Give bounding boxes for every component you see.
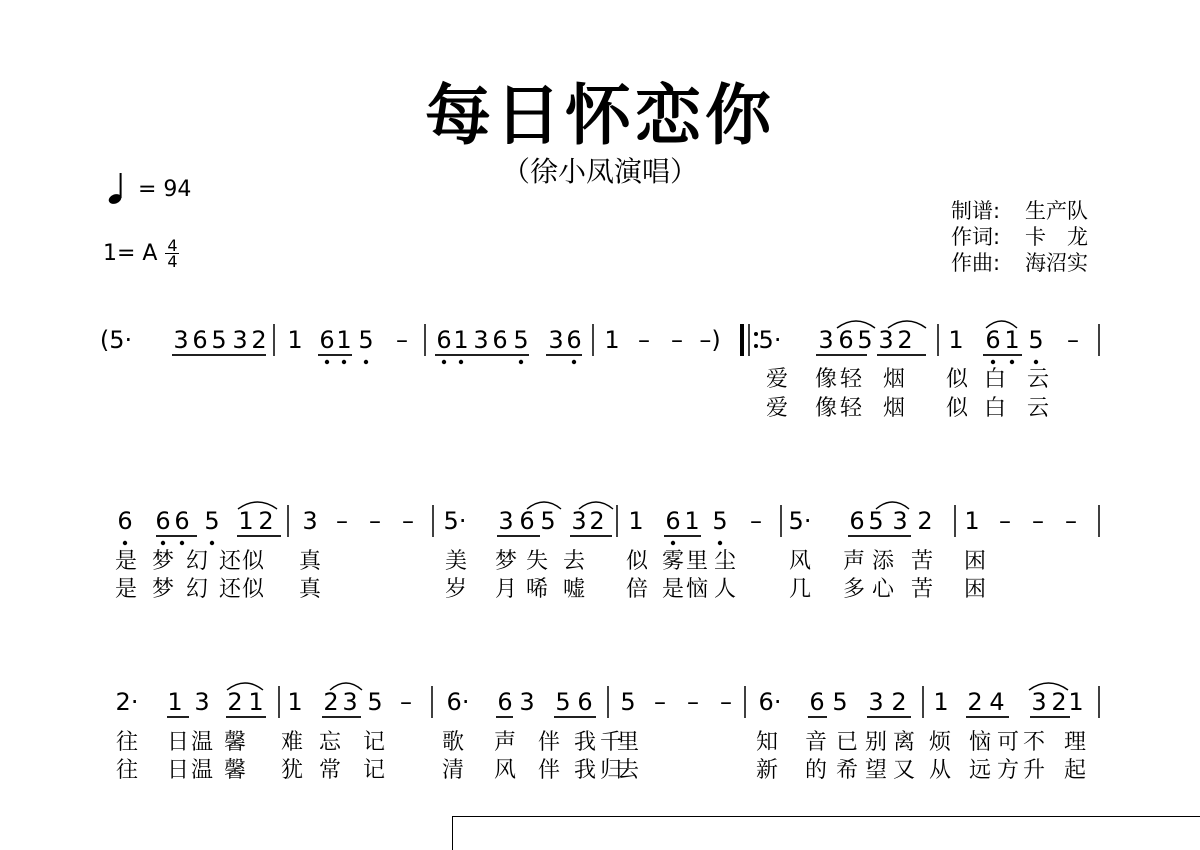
note: –	[369, 507, 381, 535]
note: 1	[628, 507, 644, 535]
note: 1	[604, 326, 620, 354]
octave-dot	[364, 360, 368, 364]
note: –	[396, 326, 408, 354]
lyric-char: 雾	[662, 549, 685, 574]
note: 6	[985, 326, 1001, 354]
lyric-char: 理	[1064, 730, 1087, 755]
lyric-char: 像	[815, 396, 838, 421]
lyric-char: 多	[843, 577, 866, 602]
lyric-char: 白	[984, 367, 1007, 392]
note: 6·	[758, 688, 782, 716]
credit-value: 海沼实	[1025, 251, 1088, 275]
lyric-char: 难	[281, 730, 304, 755]
lyric-char: 似	[946, 396, 969, 421]
lyric-char: 轻	[840, 396, 863, 421]
note: 5	[204, 507, 220, 535]
lyric-char: 真	[299, 577, 322, 602]
note: 5	[513, 326, 529, 354]
credit-label: 作词:	[951, 225, 1001, 249]
lyric-char: 云	[1027, 396, 1050, 421]
note: 3	[302, 507, 318, 535]
note: –	[1032, 507, 1044, 535]
note: 3	[548, 326, 564, 354]
note: 1	[964, 507, 980, 535]
note: 1	[287, 326, 303, 354]
octave-dot	[572, 360, 576, 364]
lyric-char: 烟	[883, 396, 906, 421]
lyric-char: 还	[219, 577, 242, 602]
note: 6	[192, 326, 208, 354]
note: 1	[1004, 326, 1020, 354]
lyric-char: 风	[789, 549, 812, 574]
note: 1	[238, 507, 254, 535]
credit-label: 制谱:	[951, 199, 1001, 223]
note: 3	[232, 326, 248, 354]
note: 5	[868, 507, 884, 535]
note: 6	[319, 326, 335, 354]
note: –	[999, 507, 1011, 535]
lyric-char: 是	[115, 577, 138, 602]
lyric-char: 音	[805, 730, 828, 755]
lyric-char: 记	[363, 758, 386, 783]
lyric-char: 梦	[152, 577, 175, 602]
credit-value: 卡 龙	[1025, 225, 1088, 249]
note: 5	[857, 326, 873, 354]
lyric-char: 困	[964, 577, 987, 602]
lyric-char: 往	[116, 758, 139, 783]
note: 2	[227, 688, 243, 716]
note: 2	[891, 688, 907, 716]
note: 5·	[788, 507, 812, 535]
lyric-char: 已	[836, 730, 859, 755]
octave-dot	[1010, 360, 1014, 364]
song-subtitle: （徐小凤演唱）	[501, 155, 698, 188]
lyric-char: 可	[997, 730, 1020, 755]
lyric-char: 爱	[766, 367, 789, 392]
lyric-char: 里	[617, 730, 640, 755]
lyric-char: 千	[600, 730, 623, 755]
note: 3	[194, 688, 210, 716]
note: 5	[555, 688, 571, 716]
lyric-char: 起	[1064, 758, 1087, 783]
lyric-char: 馨	[224, 758, 247, 783]
lyric-char: 日	[167, 758, 190, 783]
credit-value: 生产队	[1025, 199, 1088, 223]
lyric-char: 尘	[714, 549, 737, 574]
note: –	[638, 326, 650, 354]
note: 6	[497, 688, 513, 716]
lyric-char: 月	[495, 577, 518, 602]
lyric-char: 又	[893, 758, 916, 783]
lyric-char: 去	[563, 549, 586, 574]
lyric-char: 美	[445, 549, 468, 574]
lyric-char: 嘘	[563, 577, 586, 602]
lyric-char: 是	[662, 577, 685, 602]
note: 2	[967, 688, 983, 716]
lyric-char: 伴	[538, 730, 561, 755]
lyric-char: 记	[363, 730, 386, 755]
lyric-char: 忘	[319, 730, 342, 755]
lyric-char: 我	[574, 730, 597, 755]
lyric-char: 真	[299, 549, 322, 574]
lyric-char: 望	[865, 758, 888, 783]
lyric-char: 唏	[526, 577, 549, 602]
repeat-dot	[754, 344, 758, 348]
lyric-char: 温	[191, 758, 214, 783]
credit-label: 作曲:	[951, 251, 1001, 275]
note: 2	[897, 326, 913, 354]
note: 6	[155, 507, 171, 535]
lyric-char: 恼	[686, 577, 709, 602]
lyric-char: 方	[997, 758, 1020, 783]
lyric-char: 犹	[281, 758, 304, 783]
note: 3	[878, 326, 894, 354]
note: –	[1067, 326, 1079, 354]
time-signature-bottom: 4	[167, 252, 178, 271]
lyric-char: 我	[574, 758, 597, 783]
note: 5	[367, 688, 383, 716]
note: 3	[818, 326, 834, 354]
time-signature-top: 4	[167, 236, 178, 255]
lyric-char: 升	[1023, 758, 1046, 783]
lyric-char: 困	[964, 549, 987, 574]
note: 3	[1031, 688, 1047, 716]
lyric-char: 的	[805, 758, 828, 783]
lyric-char: 白	[984, 396, 1007, 421]
note: 5·	[758, 326, 782, 354]
lyric-char: 声	[843, 549, 866, 574]
note: 6	[566, 326, 582, 354]
lyric-char: 知	[756, 730, 779, 755]
note: 2	[917, 507, 933, 535]
lyric-char: 人	[714, 577, 737, 602]
octave-dot	[210, 541, 214, 545]
lyric-char: 岁	[445, 577, 468, 602]
note: 1	[1068, 688, 1084, 716]
note: –	[1065, 507, 1077, 535]
note: 2	[589, 507, 605, 535]
octave-dot	[180, 541, 184, 545]
lyric-char: 烟	[883, 367, 906, 392]
note: –	[720, 688, 732, 716]
lyric-char: 清	[442, 758, 465, 783]
note: 6	[577, 688, 593, 716]
note: 3	[892, 507, 908, 535]
note: 6	[838, 326, 854, 354]
lyric-char: 还	[219, 549, 242, 574]
note: 5	[1028, 326, 1044, 354]
lyric-char: 远	[969, 758, 992, 783]
note: 2·	[115, 688, 139, 716]
note: –	[400, 688, 412, 716]
lyric-char: 别	[865, 730, 888, 755]
note: 3	[173, 326, 189, 354]
note: 1	[948, 326, 964, 354]
note: (5·	[99, 326, 133, 354]
note: 6	[665, 507, 681, 535]
octave-dot	[325, 360, 329, 364]
note: 6	[436, 326, 452, 354]
song-title: 每日怀恋你	[425, 77, 775, 154]
lyric-char: 添	[872, 549, 895, 574]
note: 1	[287, 688, 303, 716]
note: –	[671, 326, 683, 354]
lyric-char: 去	[617, 758, 640, 783]
note: 5	[211, 326, 227, 354]
repeat-dot	[754, 332, 758, 336]
lyric-char: 几	[789, 577, 812, 602]
lyric-char: 往	[116, 730, 139, 755]
octave-dot	[442, 360, 446, 364]
lyric-char: 苦	[911, 577, 934, 602]
lyric-char: 里	[686, 549, 709, 574]
octave-dot	[459, 360, 463, 364]
lyric-char: 倍	[626, 577, 649, 602]
lyric-char: 苦	[911, 549, 934, 574]
note: 6	[519, 507, 535, 535]
note: –	[336, 507, 348, 535]
note: 6	[174, 507, 190, 535]
key-label: 1= A	[103, 241, 158, 266]
note: –	[687, 688, 699, 716]
lyric-char: 似	[946, 367, 969, 392]
note: 3	[571, 507, 587, 535]
lyric-char: 像	[815, 367, 838, 392]
note: 1	[933, 688, 949, 716]
lyric-char: 常	[319, 758, 342, 783]
lyric-char: 离	[893, 730, 916, 755]
lyric-char: 恼	[969, 730, 992, 755]
octave-dot	[519, 360, 523, 364]
lyric-char: 云	[1027, 367, 1050, 392]
note: 5	[620, 688, 636, 716]
lyric-char: 梦	[495, 549, 518, 574]
lyric-char: 日	[167, 730, 190, 755]
note: 2	[258, 507, 274, 535]
lyric-char: 幻	[186, 577, 209, 602]
lyric-char: 烦	[929, 730, 952, 755]
note: 2	[1051, 688, 1067, 716]
lyric-char: 不	[1023, 730, 1046, 755]
note: 5	[540, 507, 556, 535]
note: 3	[473, 326, 489, 354]
lyric-char: 希	[836, 758, 859, 783]
octave-dot	[342, 360, 346, 364]
note: –	[750, 507, 762, 535]
lyric-char: 失	[526, 549, 549, 574]
lyric-char: 是	[115, 549, 138, 574]
note: 6	[492, 326, 508, 354]
lyric-char: 似	[242, 549, 265, 574]
note: 6	[117, 507, 133, 535]
note: 6	[809, 688, 825, 716]
note: –	[402, 507, 414, 535]
lyric-char: 馨	[224, 730, 247, 755]
tempo-value: = 94	[138, 176, 192, 202]
lyric-char: 幻	[186, 549, 209, 574]
lyric-char: 风	[494, 758, 517, 783]
note: 1	[336, 326, 352, 354]
note: 3	[342, 688, 358, 716]
lyric-char: 轻	[840, 367, 863, 392]
note: 6·	[446, 688, 470, 716]
lyric-char: 伴	[538, 758, 561, 783]
note: 3	[498, 507, 514, 535]
note: 5	[358, 326, 374, 354]
lyric-char: 归	[600, 758, 623, 783]
lyric-char: 梦	[152, 549, 175, 574]
lyric-char: 歌	[442, 730, 465, 755]
note: 4	[989, 688, 1005, 716]
lyric-char: 似	[242, 577, 265, 602]
lyric-char: 似	[626, 549, 649, 574]
note: 5	[712, 507, 728, 535]
note: 1	[453, 326, 469, 354]
note: 1	[167, 688, 183, 716]
note: 6	[849, 507, 865, 535]
lyric-char: 新	[756, 758, 779, 783]
note: –	[654, 688, 666, 716]
note: 5	[832, 688, 848, 716]
note: 3	[519, 688, 535, 716]
next-section-frame	[452, 816, 1200, 850]
lyric-char: 心	[872, 577, 895, 602]
note: 2	[323, 688, 339, 716]
lyric-char: 爱	[766, 396, 789, 421]
lyric-char: 从	[929, 758, 952, 783]
lyric-char: 声	[494, 730, 517, 755]
lyric-char: 温	[191, 730, 214, 755]
note: –)	[699, 326, 721, 354]
note: 3	[868, 688, 884, 716]
note: 2	[251, 326, 267, 354]
note: 1	[684, 507, 700, 535]
note: 1	[248, 688, 264, 716]
note: 5·	[443, 507, 467, 535]
